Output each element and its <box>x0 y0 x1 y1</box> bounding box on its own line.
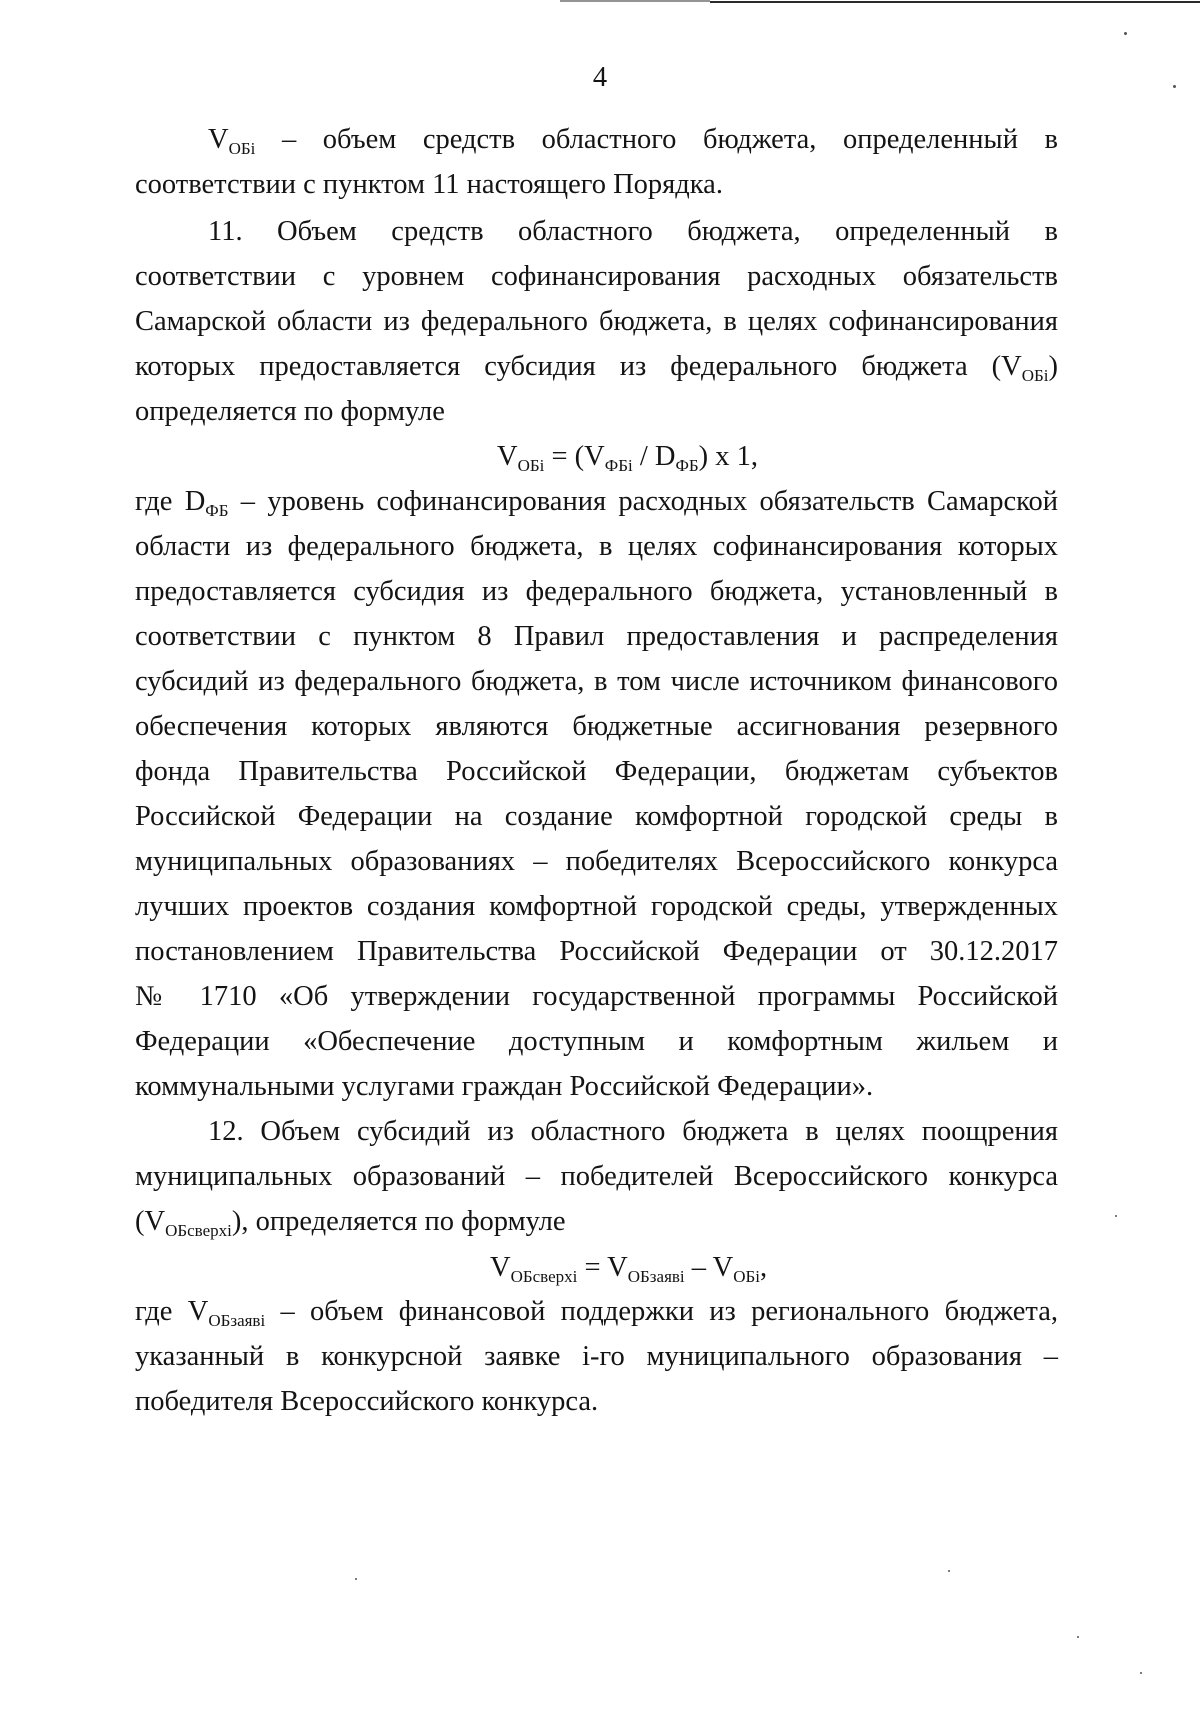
scan-speck <box>948 1570 950 1572</box>
formula-1-subscript: ФБi <box>604 456 633 475</box>
formula-2-term: V <box>490 1252 511 1283</box>
item-12-line-1: 12. Объем субсидий из областного бюджета в целях поощрения <box>208 1116 1058 1147</box>
scan-speck <box>1077 1636 1079 1638</box>
definition-text: – объем средств областного бюджета, определенный в <box>255 124 1058 155</box>
formula-1-term: V <box>497 441 518 472</box>
scan-speck <box>1115 1215 1117 1217</box>
scan-speck <box>355 1578 357 1580</box>
closing-paren: ) <box>1048 351 1058 382</box>
formula-1-subscript: ОБi <box>517 456 545 475</box>
v-subscript: ОБi <box>1021 366 1049 385</box>
item-12-text: ), определяется по формуле <box>231 1206 566 1237</box>
scan-speck <box>1140 1672 1142 1674</box>
paragraph-3-line-5: субсидий из федерального бюджета, в том числе источником финансового <box>135 666 1058 697</box>
formula-2-subscript: ОБзаявi <box>627 1267 685 1286</box>
paragraph-3-line-11: постановлением Правительства Российской Федерации от 30.12.2017 <box>135 936 1058 967</box>
paragraph-3-line-2: области из федерального бюджета, в целях софинансирования которых <box>135 531 1058 562</box>
v-subscript: ОБзаявi <box>208 1311 266 1330</box>
open-paren-v: (V <box>135 1206 166 1237</box>
paragraph-5-line-2: указанный в конкурсной заявке i-го муниципального образования – <box>135 1341 1058 1372</box>
paragraph-1-line-1 <box>208 120 1058 160</box>
formula-2-term: , <box>759 1252 768 1283</box>
item-11-text: которых предоставляется субсидия из федерального бюджета (V <box>135 351 1022 382</box>
item-12-line-3 <box>135 1202 1058 1242</box>
item-11-line-2: соответствии с уровнем софинансирования расходных обязательств <box>135 261 1058 292</box>
paragraph-3-line-9: муниципальных образованиях – победителях Всероссийского конкурса <box>135 846 1058 877</box>
item-11-line-4 <box>135 347 1058 387</box>
top-rule <box>0 0 1200 6</box>
d-symbol: где D <box>135 486 206 517</box>
formula-1-subscript: ФБ <box>675 456 699 475</box>
item-11-line-1: 11. Объем средств областного бюджета, определенный в <box>208 216 1058 247</box>
paragraph-3-line-6: обеспечения которых являются бюджетные ассигнования резервного <box>135 711 1058 742</box>
paragraph-3-line-10: лучших проектов создания комфортной городской среды, утвержденных <box>135 891 1058 922</box>
scan-speck <box>1124 32 1127 35</box>
item-11-line-3: Самарской области из федерального бюджета, в целях софинансирования <box>135 306 1058 337</box>
paragraph-3-line-13: Федерации «Обеспечение доступным и комфортным жильем и <box>135 1026 1058 1057</box>
formula-2 <box>490 1248 767 1288</box>
paragraph-3-line-3: предоставляется субсидия из федерального бюджета, установленный в <box>135 576 1058 607</box>
paragraph-3-line-1 <box>135 482 1058 522</box>
formula-2-term: – V <box>684 1252 734 1283</box>
v-symbol: где V <box>135 1296 209 1327</box>
v-subscript: ОБсверхi <box>165 1221 232 1240</box>
formula-1-term: ) x 1, <box>698 441 759 472</box>
paragraph-3-line-7: фонда Правительства Российской Федерации, бюджетам субъектов <box>135 756 1058 787</box>
paragraph-1-line-2: соответствии с пунктом 11 настоящего Порядка. <box>135 169 723 200</box>
paragraph-5-line-1 <box>135 1292 1058 1332</box>
paragraph-3-line-8: Российской Федерации на создание комфортной городской среды в <box>135 801 1058 832</box>
formula-2-subscript: ОБсверхi <box>510 1267 578 1286</box>
formula-1-term: / D <box>632 441 676 472</box>
formula-1-term: = (V <box>544 441 605 472</box>
formula-2-term: = V <box>577 1252 628 1283</box>
item-11-line-5: определяется по формуле <box>135 396 445 427</box>
paragraph-5-line-3: победителя Всероссийского конкурса. <box>135 1386 599 1417</box>
v-subscript: ОБi <box>228 139 256 158</box>
v-symbol: V <box>208 124 229 155</box>
page-number: 4 <box>592 62 608 93</box>
d-subscript: ФБ <box>205 501 229 520</box>
item-12-line-2: муниципальных образований – победителей Всероссийского конкурса <box>135 1161 1058 1192</box>
paragraph-3-line-14: коммунальными услугами граждан Российской Федерации». <box>135 1071 874 1102</box>
paragraph-3-line-4: соответствии с пунктом 8 Правил предоставления и распределения <box>135 621 1058 652</box>
paragraph-3-line-12: № 1710 «Об утверждении государственной программы Российской <box>135 981 1058 1012</box>
scan-speck <box>1173 85 1176 88</box>
definition-text: – уровень софинансирования расходных обязательств Самарской <box>228 486 1058 517</box>
definition-text: – объем финансовой поддержки из регионального бюджета, <box>265 1296 1058 1327</box>
formula-2-subscript: ОБi <box>733 1267 760 1286</box>
formula-1 <box>497 437 758 477</box>
